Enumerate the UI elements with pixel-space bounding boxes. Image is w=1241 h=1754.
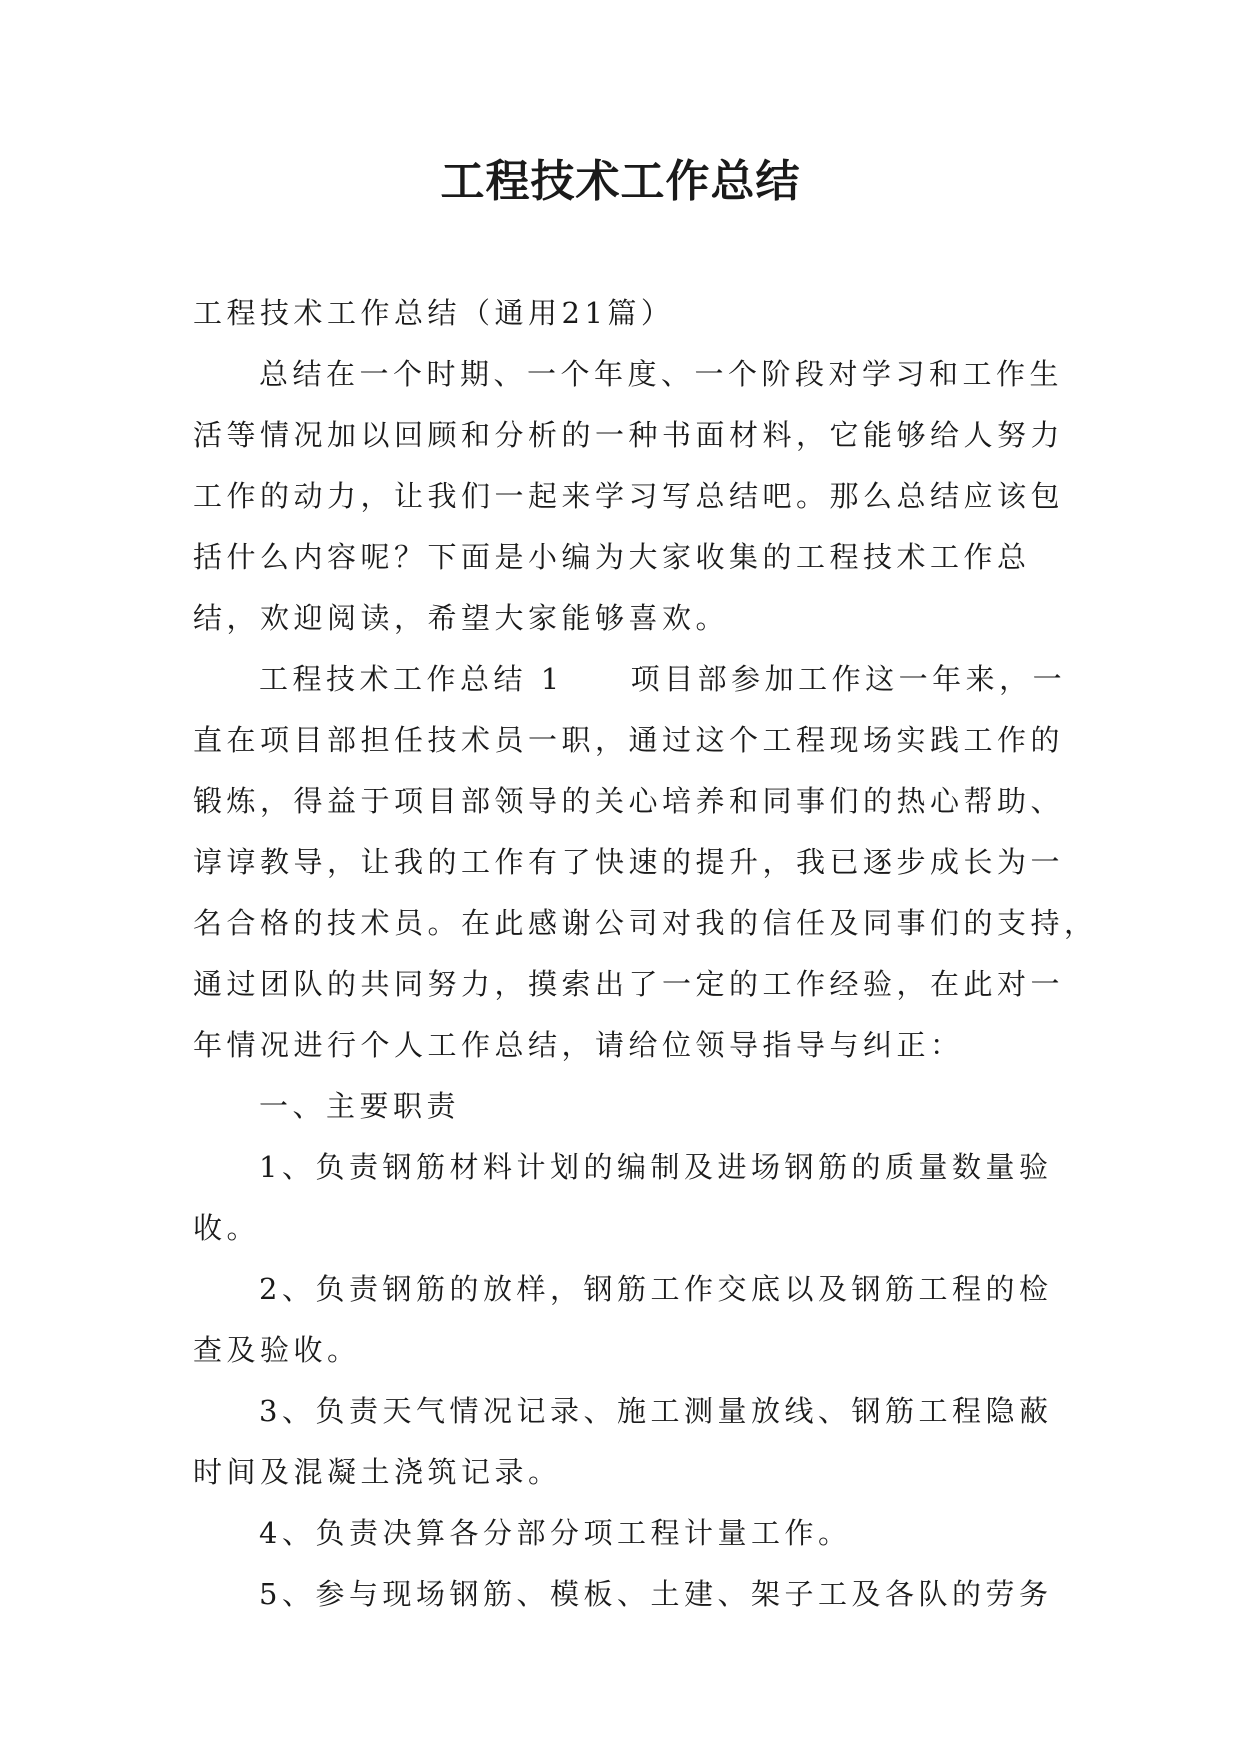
list-item: 查及验收。	[193, 1333, 361, 1367]
document-title: 工程技术工作总结	[440, 156, 801, 207]
body-line: 活等情况加以回顾和分析的一种书面材料，它能够给人努力	[193, 418, 1065, 452]
list-item: 时间及混凝土浇筑记录。	[193, 1455, 562, 1489]
body-line: 通过团队的共同努力，摸索出了一定的工作经验，在此对一	[193, 967, 1065, 1001]
body-line: 锻炼，得益于项目部领导的关心培养和同事们的热心帮助、	[193, 784, 1065, 818]
body-line: 谆谆教导，让我的工作有了快速的提升，我已逐步成长为一	[193, 845, 1065, 879]
list-item: 收。	[193, 1211, 261, 1245]
body-line: 结，欢迎阅读，希望大家能够喜欢。	[193, 601, 730, 635]
body-line: 工程技术工作总结（通用21篇）	[193, 296, 675, 330]
body-line: 工作的动力，让我们一起来学习写总结吧。那么总结应该包	[193, 479, 1065, 513]
body-line: 年情况进行个人工作总结，请给位领导指导与纠正：	[193, 1028, 964, 1062]
body-line: 工程技术工作总结 1 项目部参加工作这一年来，一	[259, 662, 1067, 696]
document-body	[193, 283, 1098, 1625]
body-line: 名合格的技术员。在此感谢公司对我的信任及同事们的支持，	[193, 906, 1098, 940]
list-item: 2、负责钢筋的放样，钢筋工作交底以及钢筋工程的检	[259, 1272, 1053, 1306]
body-line: 直在项目部担任技术员一职，通过这个工程现场实践工作的	[193, 723, 1065, 757]
list-item: 3、负责天气情况记录、施工测量放线、钢筋工程隐蔽	[259, 1394, 1053, 1428]
body-line: 括什么内容呢？下面是小编为大家收集的工程技术工作总	[193, 540, 1031, 574]
list-item: 5、参与现场钢筋、模板、土建、架子工及各队的劳务	[259, 1577, 1053, 1611]
body-line: 总结在一个时期、一个年度、一个阶段对学习和工作生	[259, 357, 1064, 391]
list-item: 1、负责钢筋材料计划的编制及进场钢筋的质量数量验	[259, 1150, 1053, 1184]
section-heading: 一、主要职责	[259, 1089, 461, 1123]
list-item: 4、负责决算各分部分项工程计量工作。	[259, 1516, 852, 1550]
